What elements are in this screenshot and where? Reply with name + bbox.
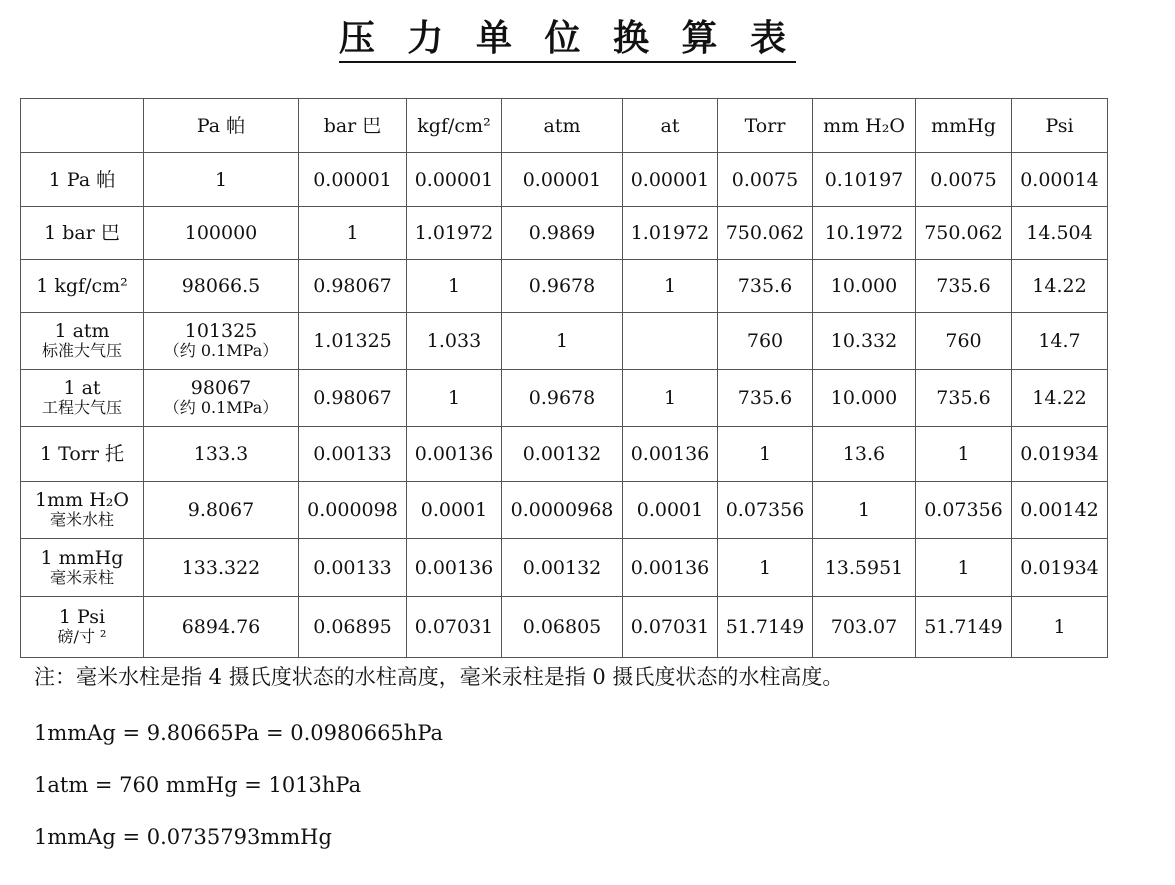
value-cell — [623, 427, 718, 482]
value-cell — [144, 153, 299, 207]
value-cell — [144, 482, 299, 539]
value-cell — [299, 313, 407, 370]
cell-value: 1 — [957, 556, 970, 579]
value-cell — [1012, 260, 1108, 313]
table-row — [21, 370, 1108, 427]
header-cell: bar 巴 — [299, 99, 407, 153]
header-cell: Pa 帕 — [144, 99, 299, 153]
cell-value: 133.322 — [181, 556, 261, 579]
table-row — [21, 482, 1108, 539]
row-sublabel: 毫米水柱 — [49, 510, 114, 529]
value-cell — [718, 370, 813, 427]
cell-value: 14.22 — [1032, 387, 1087, 409]
table-header-row — [21, 99, 1108, 153]
table-body — [21, 99, 1108, 658]
value-cell — [1012, 482, 1108, 539]
formula-line-3: 1mmAg = 0.0735793mmHg — [34, 825, 332, 849]
row-sublabel: 工程大气压 — [41, 398, 122, 417]
value-cell — [299, 153, 407, 207]
cell-value: 735.6 — [737, 275, 793, 297]
value-cell — [718, 207, 813, 260]
value-cell — [502, 260, 623, 313]
cell-value: 1.01972 — [414, 222, 494, 244]
value-cell — [813, 482, 916, 539]
cell-value: 14.7 — [1038, 330, 1081, 352]
value-cell — [813, 207, 916, 260]
cell-value: 0.00136 — [414, 556, 494, 579]
cell-value: 1.033 — [426, 330, 482, 352]
cell-value: 1 — [214, 168, 228, 191]
value-cell — [1012, 427, 1108, 482]
cell-value: 1.01972 — [630, 222, 710, 244]
value-cell — [299, 207, 407, 260]
value-cell — [623, 370, 718, 427]
value-cell — [718, 313, 813, 370]
row-label-cell — [21, 313, 144, 370]
cell-value: 0.98067 — [313, 387, 392, 409]
value-cell — [144, 427, 299, 482]
row-label-cell — [21, 260, 144, 313]
cell-value: 0.9678 — [528, 387, 596, 409]
cell-value: 0.98067 — [313, 275, 392, 297]
cell-value: 0.07356 — [924, 499, 1003, 521]
cell-value: 760 — [746, 330, 784, 352]
cell-value: 0.07031 — [414, 616, 494, 638]
cell-value: 1 — [957, 443, 970, 465]
value-cell — [718, 597, 813, 658]
cell-value: 0.00132 — [522, 443, 602, 465]
row-label-cell — [21, 370, 144, 427]
cell-value: 0.00001 — [522, 168, 602, 191]
header-cell: atm — [502, 99, 623, 153]
row-label-cell — [21, 482, 144, 539]
cell-value: 0.00133 — [313, 443, 392, 465]
value-cell — [916, 370, 1012, 427]
value-cell — [144, 597, 299, 658]
row-label: 1 atm — [54, 320, 110, 342]
cell-value: 0.000098 — [307, 499, 398, 521]
value-cell — [407, 427, 502, 482]
value-cell — [916, 260, 1012, 313]
value-cell — [718, 539, 813, 597]
cell-value: 98067 — [190, 377, 252, 399]
value-cell — [144, 539, 299, 597]
cell-subvalue: （约 0.1MPa） — [163, 398, 279, 417]
value-cell — [407, 260, 502, 313]
cell-value: 101325 — [184, 320, 258, 342]
value-cell — [623, 207, 718, 260]
cell-value: 0.9678 — [528, 275, 596, 297]
cell-value: 10.000 — [830, 275, 898, 297]
table-row — [21, 153, 1108, 207]
value-cell — [1012, 153, 1108, 207]
cell-value: 1 — [758, 443, 772, 465]
cell-value: 14.22 — [1032, 275, 1087, 297]
cell-value: 0.10197 — [824, 168, 904, 191]
value-cell — [1012, 539, 1108, 597]
cell-value: 10.000 — [830, 387, 898, 409]
row-label: 1 Torr 托 — [40, 443, 124, 465]
cell-value: 0.0075 — [930, 168, 997, 191]
value-cell — [299, 597, 407, 658]
value-cell — [299, 427, 407, 482]
value-cell — [407, 539, 502, 597]
cell-value: 13.5951 — [824, 556, 904, 579]
table-row — [21, 207, 1108, 260]
cell-value: 51.7149 — [924, 616, 1003, 638]
value-cell — [813, 153, 916, 207]
cell-value: 0.0000968 — [510, 499, 614, 521]
cell-value: 0.07356 — [725, 499, 805, 521]
value-cell — [502, 207, 623, 260]
cell-value: 0.00001 — [414, 168, 494, 191]
value-cell — [916, 313, 1012, 370]
table-row — [21, 260, 1108, 313]
value-cell — [1012, 207, 1108, 260]
value-cell — [407, 482, 502, 539]
value-cell — [1012, 597, 1108, 658]
row-sublabel: 磅/寸 ² — [57, 627, 107, 646]
value-cell — [623, 313, 718, 370]
row-label: 1 bar 巴 — [44, 222, 120, 244]
value-cell — [144, 260, 299, 313]
cell-value: 10.332 — [830, 330, 898, 352]
cell-value: 6894.76 — [181, 616, 261, 638]
cell-value: 0.06895 — [313, 616, 392, 638]
value-cell — [916, 427, 1012, 482]
cell-value: 0.01934 — [1020, 556, 1099, 579]
value-cell — [407, 370, 502, 427]
cell-value: 735.6 — [936, 387, 991, 409]
value-cell — [813, 539, 916, 597]
value-cell — [623, 539, 718, 597]
value-cell — [623, 482, 718, 539]
cell-value: 750.062 — [924, 222, 1003, 244]
cell-value: 1 — [857, 499, 871, 521]
table-row — [21, 427, 1108, 482]
notes — [34, 660, 843, 872]
value-cell — [407, 597, 502, 658]
cell-value: 0.00014 — [1020, 168, 1099, 191]
value-cell — [718, 260, 813, 313]
value-cell — [502, 153, 623, 207]
cell-value: 133.3 — [193, 443, 249, 465]
cell-value: 9.8067 — [187, 499, 255, 521]
cell-value: 1.01325 — [313, 330, 392, 352]
table-row — [21, 313, 1108, 370]
value-cell — [813, 260, 916, 313]
table-row — [21, 597, 1108, 658]
cell-value: 1 — [447, 275, 461, 297]
value-cell — [299, 370, 407, 427]
cell-value: 1 — [555, 330, 569, 352]
cell-value: 1 — [447, 387, 461, 409]
value-cell — [502, 370, 623, 427]
cell-value: 0.00132 — [522, 556, 602, 579]
value-cell — [299, 539, 407, 597]
cell-value: 0.0075 — [731, 168, 799, 191]
row-label: 1 mmHg — [40, 546, 124, 569]
cell-value: 51.7149 — [725, 616, 805, 638]
value-cell — [718, 153, 813, 207]
cell-value: 1 — [663, 275, 677, 297]
cell-value: 0.07031 — [630, 616, 710, 638]
cell-value: 100000 — [184, 222, 258, 244]
header-cell: at — [623, 99, 718, 153]
header-cell: kgf/cm² — [407, 99, 502, 153]
row-label-cell — [21, 539, 144, 597]
cell-value: 750.062 — [725, 222, 805, 244]
cell-value: 13.6 — [842, 443, 886, 465]
value-cell — [916, 207, 1012, 260]
value-cell — [299, 482, 407, 539]
header-cell: Psi — [1012, 99, 1108, 153]
value-cell — [144, 370, 299, 427]
cell-value: 0.0001 — [420, 499, 488, 521]
value-cell — [916, 597, 1012, 658]
cell-value: 0.00001 — [630, 168, 710, 191]
cell-value: 0.00001 — [313, 168, 392, 191]
value-cell — [623, 260, 718, 313]
value-cell — [813, 427, 916, 482]
cell-value: 0.00136 — [630, 443, 710, 465]
cell-value: 98066.5 — [181, 275, 261, 297]
value-cell — [407, 153, 502, 207]
page-title-text: 压 力 单 位 换 算 表 — [339, 18, 796, 63]
cell-value: 0.00133 — [313, 556, 392, 579]
value-cell — [1012, 313, 1108, 370]
cell-value: 0.00142 — [1020, 499, 1099, 521]
cell-value: 0.01934 — [1020, 443, 1099, 465]
conversion-table — [20, 98, 1108, 658]
header-cell: mm H₂O — [813, 99, 916, 153]
cell-value: 703.07 — [830, 616, 898, 638]
value-cell — [1012, 370, 1108, 427]
cell-value: 0.00136 — [630, 556, 710, 579]
cell-value: 760 — [945, 330, 982, 352]
row-label-cell — [21, 427, 144, 482]
cell-subvalue: （约 0.1MPa） — [163, 341, 279, 360]
row-label: 1mm H₂O — [35, 489, 129, 511]
value-cell — [718, 482, 813, 539]
row-label-cell — [21, 207, 144, 260]
row-sublabel: 标准大气压 — [41, 341, 122, 360]
value-cell — [407, 207, 502, 260]
cell-value: 0.06805 — [522, 616, 602, 638]
cell-value: 0.9869 — [528, 222, 596, 244]
page-title — [0, 10, 1135, 61]
value-cell — [144, 207, 299, 260]
value-cell — [813, 370, 916, 427]
value-cell — [813, 313, 916, 370]
value-cell — [407, 313, 502, 370]
formula-line-2: 1atm = 760 mmHg = 1013hPa — [34, 773, 362, 797]
cell-value: 1 — [663, 387, 677, 409]
value-cell — [502, 597, 623, 658]
value-cell — [502, 482, 623, 539]
cell-value: 1 — [758, 556, 772, 579]
row-label: 1 Pa 帕 — [48, 168, 116, 191]
header-cell: Torr — [718, 99, 813, 153]
cell-value: 1 — [346, 222, 359, 244]
row-label: 1 at — [63, 377, 101, 399]
row-sublabel: 毫米汞柱 — [49, 567, 114, 587]
note-text: 注：毫米水柱是指 4 摄氏度状态的水柱高度，毫米汞柱是指 0 摄氏度状态的水柱高度。 — [34, 665, 844, 689]
formula-line-1: 1mmAg = 9.80665Pa = 0.0980665hPa — [34, 721, 444, 745]
row-label-cell — [21, 153, 144, 207]
cell-value: 0.00136 — [414, 443, 494, 465]
cell-value: 1 — [1053, 616, 1066, 638]
value-cell — [813, 597, 916, 658]
header-cell — [21, 99, 144, 153]
row-label-cell — [21, 597, 144, 658]
value-cell — [916, 153, 1012, 207]
value-cell — [718, 427, 813, 482]
table-row — [21, 539, 1108, 597]
value-cell — [144, 313, 299, 370]
value-cell — [502, 313, 623, 370]
value-cell — [916, 482, 1012, 539]
header-cell: mmHg — [916, 99, 1012, 153]
cell-value: 735.6 — [737, 387, 793, 409]
row-label: 1 Psi — [58, 606, 106, 628]
value-cell — [502, 539, 623, 597]
row-label: 1 kgf/cm² — [36, 275, 128, 297]
value-cell — [916, 539, 1012, 597]
value-cell — [623, 153, 718, 207]
value-cell — [502, 427, 623, 482]
cell-value: 735.6 — [936, 275, 991, 297]
cell-value: 0.0001 — [636, 499, 704, 521]
cell-value: 14.504 — [1026, 222, 1093, 244]
value-cell — [299, 260, 407, 313]
cell-value: 10.1972 — [824, 222, 904, 244]
value-cell — [623, 597, 718, 658]
